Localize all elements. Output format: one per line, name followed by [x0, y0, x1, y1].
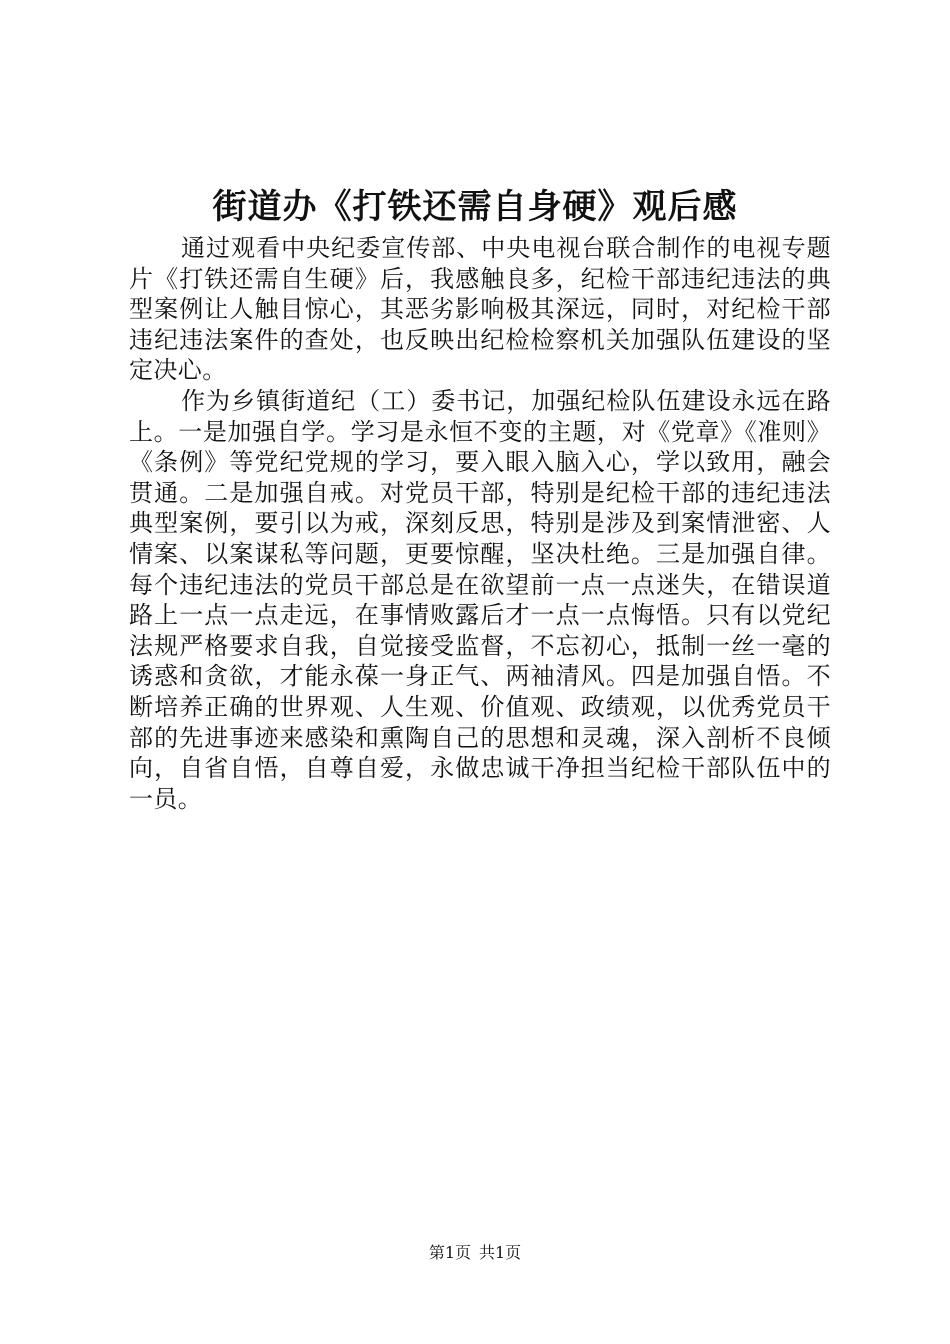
page-footer [0, 1241, 950, 1265]
paragraph: 作为乡镇街道纪（工）委书记，加强纪检队伍建设永远在路上。一是加强自学。学习是永恒不变的主题，对《党章》《准则》《条例》等党纪党规的学习，要入眼入脑入心，学以致用，融会贯通。二是加强自戒。对党员干部，特别是纪检干部的违纪违法典型案例，要引以为戒，深刻反思，特别是涉及到案情泄密、人情案、以案谋私等问题，更要惊醒，坚决杜绝。三是加强自律。每个违纪违法的党员干部总是在欲望前一点一点迷失，在错误道路上一点一点走远，在事情败露后才一点一点悔悟。只有以党纪法规严格要求自我，自觉接受监督，不忘初心，抵制一丝一毫的诱惑和贪欲，才能永葆一身正气、两袖清风。四是加强自悟。不断培养正确的世界观、人生观、价值观、政绩观，以优秀党员干部的先进事迹来感染和熏陶自己的思想和灵魂，深入剖析不良倾向，自省自悟，自尊自爱，永做忠诚干净担当纪检干部队伍中的一员。 [129, 386, 831, 813]
page-number: 第1页 [428, 1243, 471, 1262]
page-total: 共1页 [479, 1243, 522, 1262]
paragraph: 通过观看中央纪委宣传部、中央电视台联合制作的电视专题片《打铁还需自生硬》后，我感触良多，纪检干部违纪违法的典型案例让人触目惊心，其恶劣影响极其深远，同时，对纪检干部违纪违法案件的查处，也反映出纪检检察机关加强队伍建设的坚定决心。 [129, 234, 831, 385]
document-body [129, 233, 831, 814]
document-title: 街道办《打铁还需自身硬》观后感 [212, 187, 738, 227]
